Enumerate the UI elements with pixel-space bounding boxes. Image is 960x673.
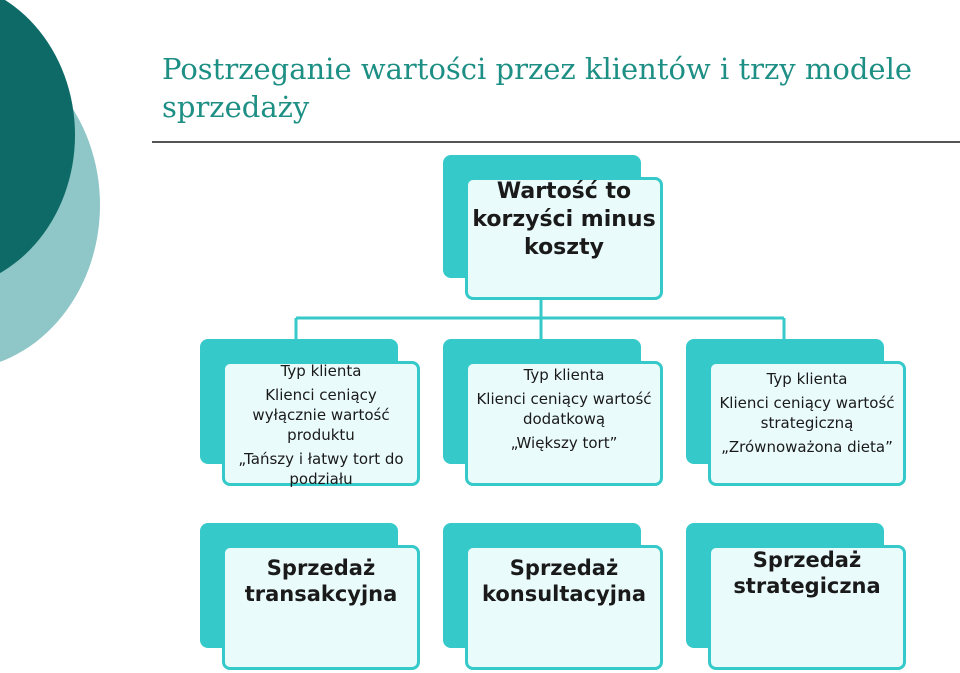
customer-type-example: „Zrównoważona dieta” [721, 438, 893, 456]
sales-model-label: Sprzedaż transakcyjna [244, 556, 398, 606]
customer-type-node-2 [443, 339, 663, 486]
customer-type-example: „Większy tort” [510, 434, 618, 452]
customer-type-description: Klienci ceniący wartość dodatkową [476, 390, 652, 428]
slide-title: Postrzeganie wartości przez klientów i trzy modele sprzedaży [162, 52, 913, 124]
customer-type-label: Typ klienta [280, 362, 362, 380]
customer-type-node-3 [686, 339, 906, 486]
customer-type-description: Klienci ceniący wartość strategiczną [719, 394, 895, 432]
root-node [443, 155, 663, 300]
sales-model-label: Sprzedaż konsultacyjna [481, 556, 647, 606]
sales-model-label: Sprzedaż strategiczna [733, 548, 881, 598]
customer-type-node-1 [200, 339, 420, 486]
sales-model-node-3 [686, 523, 906, 670]
sales-model-node-1 [200, 523, 420, 670]
customer-type-example: „Tańszy i łatwy tort do podziału [238, 450, 404, 488]
root-node-label: Wartość to korzyści minus koszty [472, 179, 656, 260]
customer-type-label: Typ klienta [766, 370, 848, 388]
customer-type-description: Klienci ceniący wyłącznie wartość produktu [252, 386, 390, 444]
customer-type-label: Typ klienta [523, 366, 605, 384]
sales-model-node-2 [443, 523, 663, 670]
